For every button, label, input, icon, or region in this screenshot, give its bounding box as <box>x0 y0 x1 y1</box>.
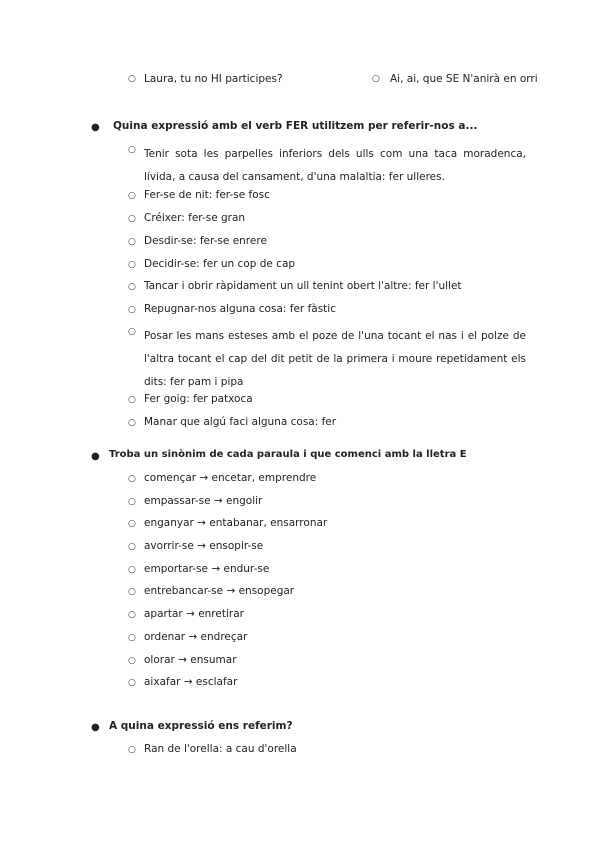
list-item: començar → encetar, emprendre <box>144 472 317 484</box>
bullet-icon: ● <box>91 722 100 733</box>
bullet-icon: ● <box>91 451 100 462</box>
list-item: Ran de l'orella: a cau d'orella <box>144 743 297 755</box>
sub-bullet-icon: ○ <box>128 474 136 484</box>
list-item: Repugnar-nos alguna cosa: fer fàstic <box>144 303 336 315</box>
list-item: Laura, tu no HI participes? <box>144 73 283 85</box>
list-item: Créixer: fer-se gran <box>144 212 246 224</box>
list-item: Ai, ai, que SE N'anirà en orri <box>390 73 538 85</box>
list-item: Desdir-se: fer-se enrere <box>144 235 267 247</box>
sub-bullet-icon: ○ <box>128 145 136 155</box>
section-heading: A quina expressió ens referim? <box>109 720 293 732</box>
list-item: ordenar → endreçar <box>144 631 248 643</box>
list-item: Posar les mans esteses amb el poze de l'una tocant el nas i el polze de l'altra tocant el cap del dit petit de la primera i moure repetidament els dits: fer pam i pipa <box>144 330 526 388</box>
sub-bullet-icon: ○ <box>128 214 136 224</box>
list-item: Fer-se de nit: fer-se fosc <box>144 189 270 201</box>
sub-bullet-icon: ○ <box>128 565 136 575</box>
sub-bullet-icon: ○ <box>128 678 136 688</box>
sub-bullet-icon: ○ <box>128 305 136 315</box>
sub-bullet-icon: ○ <box>128 519 136 529</box>
list-item: Decidir-se: fer un cop de cap <box>144 258 296 270</box>
sub-bullet-icon: ○ <box>128 587 136 597</box>
section-heading: Quina expressió amb el verb FER utilitzem per referir-nos a... <box>113 120 478 132</box>
sub-bullet-icon: ○ <box>128 497 136 507</box>
sub-bullet-icon: ○ <box>128 542 136 552</box>
sub-bullet-icon: ○ <box>128 633 136 643</box>
list-item: olorar → ensumar <box>144 654 237 666</box>
list-item: aixafar → esclafar <box>144 676 238 688</box>
sub-bullet-icon: ○ <box>128 395 136 405</box>
sub-bullet-icon: ○ <box>128 610 136 620</box>
list-item: enganyar → entabanar, ensarronar <box>144 517 328 529</box>
sub-bullet-icon: ○ <box>128 282 136 292</box>
sub-bullet-icon: ○ <box>128 656 136 666</box>
sub-bullet-icon: ○ <box>128 418 136 428</box>
sub-bullet-icon: ○ <box>128 260 136 270</box>
sub-bullet-icon: ○ <box>128 237 136 247</box>
sub-bullet-icon: ○ <box>372 74 380 84</box>
sub-bullet-icon: ○ <box>128 74 136 84</box>
list-item: avorrir-se → ensopir-se <box>144 540 264 552</box>
list-item: Tenir sota les parpelles inferiors dels ulls com una taca moradenca, lívida, a causa del cansament, d'una malaltia: fer ulleres. <box>144 148 526 183</box>
list-item: emportar-se → endur-se <box>144 563 270 575</box>
sub-bullet-icon: ○ <box>128 191 136 201</box>
list-item: entrebancar-se → ensopegar <box>144 585 295 597</box>
list-item: empassar-se → engolir <box>144 495 263 507</box>
sub-bullet-icon: ○ <box>128 327 136 337</box>
section-heading: Troba un sinònim de cada paraula i que comenci amb la lletra E <box>109 449 467 460</box>
list-item: Tancar i obrir ràpidament un ull tenint obert l'altre: fer l'ullet <box>144 280 462 292</box>
list-item: apartar → enretirar <box>144 608 244 620</box>
list-item: Fer goig: fer patxoca <box>144 393 253 405</box>
list-item: Manar que algú faci alguna cosa: fer <box>144 416 337 428</box>
bullet-icon: ● <box>91 122 100 133</box>
sub-bullet-icon: ○ <box>128 745 136 755</box>
